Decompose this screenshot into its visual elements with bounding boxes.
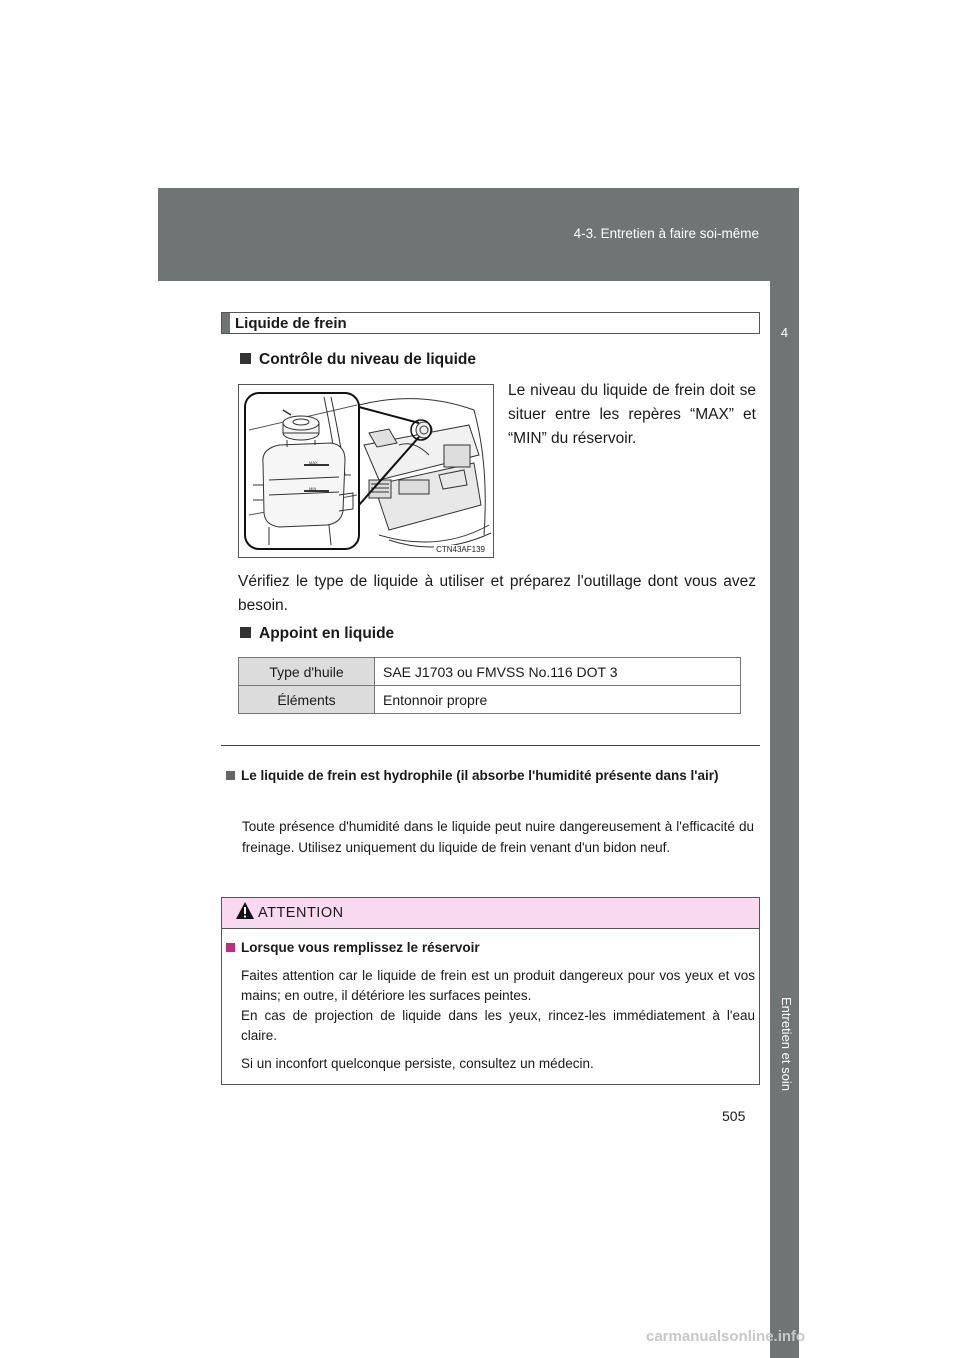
- level-check-text: Le niveau du liquide de frein doit se situer entre les repères “MAX” et “MIN” du réservoir.: [508, 382, 756, 447]
- section-title-bar: [221, 312, 760, 334]
- min-mark: MIN: [309, 486, 317, 491]
- chapter-tab: [770, 281, 799, 1358]
- topup-spec-table: [238, 657, 741, 714]
- subheading-level-check-text: Contrôle du niveau de liquide: [259, 351, 477, 368]
- max-mark: MAX: [309, 460, 318, 465]
- warning-header: [222, 898, 759, 929]
- square-bullet-icon: [226, 771, 235, 780]
- breadcrumb: 4-3. Entretien à faire soi-même: [573, 226, 759, 241]
- subheading-topup-text: Appoint en liquide: [259, 625, 395, 642]
- watermark: carmanualsonline.info: [646, 1328, 806, 1345]
- figure-id: CTN43AF139: [436, 545, 485, 554]
- section-title: Liquide de frein: [235, 315, 347, 332]
- brake-reservoir-figure: [238, 384, 494, 558]
- warning-label: ATTENTION: [258, 905, 344, 921]
- chapter-number: 4: [780, 325, 789, 340]
- prep-text: Vérifiez le type de liquide à utiliser et préparez l'outillage dont vous avez besoin.: [238, 573, 756, 614]
- square-bullet-icon: [240, 353, 251, 364]
- warning-text-1: Faites attention car le liquide de frein est un produit dangereux pour vos yeux et vos mains; en outre, il détériore les surfaces peintes.: [241, 968, 755, 1003]
- table-key-oil-type: Type d'huile: [239, 658, 375, 686]
- warning-text-2: En cas de projection de liquide dans les yeux, rincez-les immédiatement à l'eau claire.: [241, 1008, 755, 1043]
- page-number: 505: [722, 1108, 746, 1124]
- note-heading-text: Le liquide de frein est hydrophile (il absorbe l'humidité présente dans l'air): [241, 768, 719, 783]
- table-row: [239, 686, 741, 714]
- header-band: [158, 188, 799, 281]
- warning-heading-text: Lorsque vous remplissez le réservoir: [241, 940, 480, 955]
- note-body-text: Toute présence d'humidité dans le liquide peut nuire dangereusement à l'efficacité du freinage. Utilisez uniquement du liquide de frein venant d'un bidon neuf.: [242, 819, 754, 855]
- table-value-oil-type: SAE J1703 ou FMVSS No.116 DOT 3: [375, 658, 741, 686]
- warning-box: [221, 897, 760, 1085]
- section-divider: [221, 745, 760, 746]
- warning-text-3: Si un inconfort quelconque persiste, consultez un médecin.: [241, 1056, 594, 1071]
- note-body: [242, 816, 754, 858]
- warning-heading: [226, 940, 480, 955]
- table-value-items: Entonnoir propre: [375, 686, 741, 714]
- chapter-label: Entretien et soin: [779, 997, 794, 1091]
- warning-triangle-icon: [235, 901, 255, 921]
- note-heading: [226, 766, 756, 786]
- section-accent: [222, 313, 230, 333]
- warning-body: [241, 966, 755, 1074]
- table-row: [239, 658, 741, 686]
- subheading-topup: [240, 625, 394, 643]
- square-bullet-icon: [240, 627, 251, 638]
- table-key-items: Éléments: [239, 686, 375, 714]
- subheading-level-check: [240, 351, 476, 369]
- engine-bay-illustration: [239, 385, 494, 558]
- square-bullet-icon: [226, 943, 235, 952]
